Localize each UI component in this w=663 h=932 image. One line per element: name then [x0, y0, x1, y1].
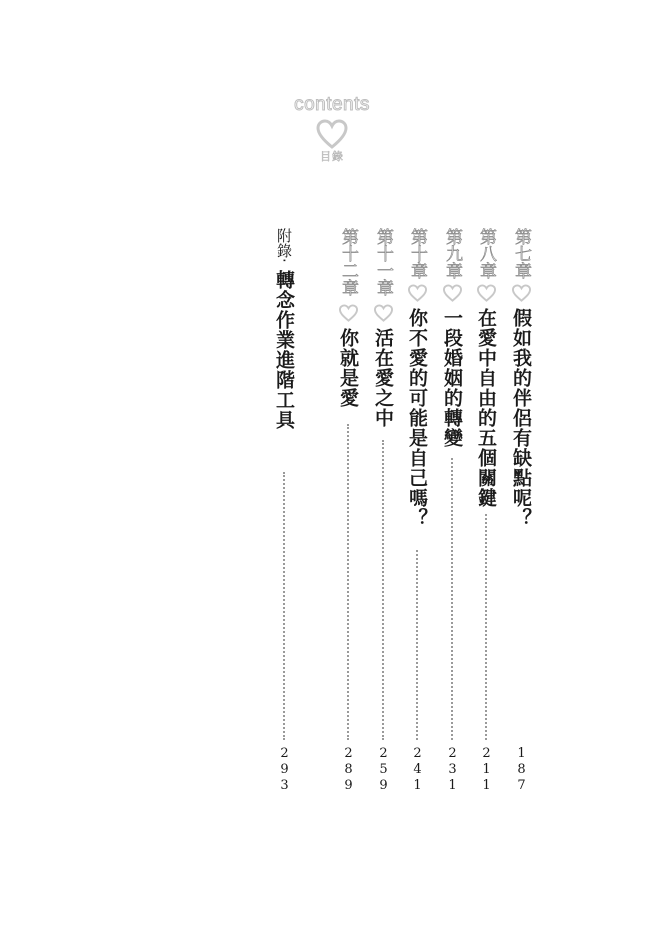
heart-icon — [374, 304, 393, 322]
appendix-title: 轉念作業進階工具 — [273, 270, 295, 430]
chapter-title: 你不愛的可能是自己嗎？ — [406, 308, 428, 528]
chapter-title: 你就是愛 — [337, 328, 359, 408]
heart-icon — [443, 284, 462, 302]
page-number: 289 — [341, 746, 356, 794]
toc-entry-chapter-12 — [336, 228, 360, 808]
dot-leader — [283, 472, 285, 740]
chapter-label: 第九章 — [442, 228, 462, 279]
chapter-label: 第十二章 — [338, 228, 358, 296]
heart-icon — [408, 284, 427, 302]
chapter-label: 第八章 — [476, 228, 496, 279]
chapter-label: 第七章 — [511, 228, 531, 279]
page-number: 259 — [376, 746, 391, 794]
chapter-title: 活在愛之中 — [372, 328, 394, 428]
dot-leader — [382, 440, 384, 740]
chapter-label: 第十一章 — [373, 228, 393, 296]
toc-entry-chapter-11 — [371, 228, 395, 808]
dot-leader — [485, 514, 487, 740]
page-number: 241 — [410, 746, 425, 794]
page-number: 187 — [514, 746, 529, 794]
chapter-title: 一段婚姻的轉變 — [441, 308, 463, 448]
toc-header — [0, 0, 663, 180]
heart-icon — [316, 119, 348, 149]
appendix-label: 附錄· — [275, 228, 293, 263]
toc-entry-chapter-10 — [405, 228, 429, 808]
heart-icon — [339, 304, 358, 322]
dot-leader — [416, 550, 418, 740]
toc-subheading: 目錄 — [320, 150, 344, 163]
chapter-title: 在愛中自由的五個關鍵 — [475, 308, 497, 508]
chapter-label: 第十章 — [407, 228, 427, 279]
toc-entry-chapter-7 — [509, 228, 533, 808]
page-number: 211 — [479, 746, 494, 794]
dot-leader — [451, 458, 453, 740]
heart-icon — [477, 284, 496, 302]
toc-entry-appendix — [272, 228, 296, 808]
page-number: 231 — [445, 746, 460, 794]
toc-entry-chapter-8 — [474, 228, 498, 808]
dot-leader — [347, 424, 349, 740]
contents-heading: contents — [294, 94, 370, 115]
page-number: 293 — [277, 746, 292, 794]
heart-icon — [512, 284, 531, 302]
toc-entry-chapter-9 — [440, 228, 464, 808]
chapter-title: 假如我的伴侶有缺點呢？ — [510, 308, 532, 528]
